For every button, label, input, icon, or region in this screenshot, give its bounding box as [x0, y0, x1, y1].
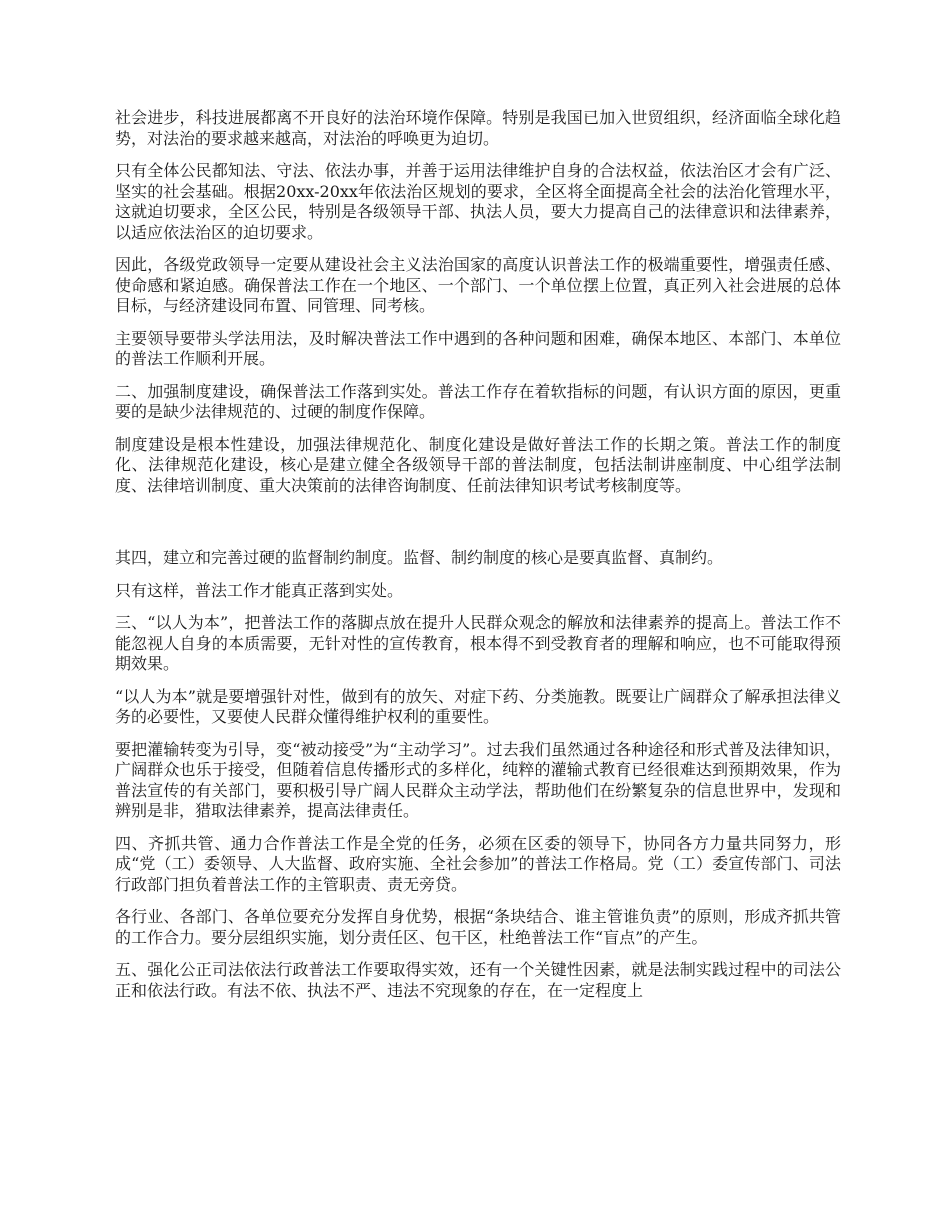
paragraph: 各行业、各部门、各单位要充分发挥自身优势，根据“条块结合、谁主管谁负责”的原则，形成齐抓共管的工作合力。要分层组织实施，划分责任区、包干区，杜绝普法工作“盲点”的产生。	[115, 907, 841, 947]
document-body	[115, 108, 841, 1013]
paragraph: 三、“以人为本”，把普法工作的落脚点放在提升人民群众观念的解放和法律素养的提高上。普法工作不能忽视人自身的本质需要，无针对性的宣传教育，根本得不到受教育者的理解和响应，也不可能取得预期效果。	[115, 613, 841, 673]
paragraph: 主要领导要带头学法用法，及时解决普法工作中遇到的各种问题和困难，确保本地区、本部门、本单位的普法工作顺利开展。	[115, 328, 841, 368]
paragraph: 五、强化公正司法依法行政普法工作要取得实效，还有一个关键性因素，就是法制实践过程中的司法公正和依法行政。有法不依、执法不严、违法不究现象的存在，在一定程度上	[115, 960, 841, 1000]
paragraph: 其四，建立和完善过硬的监督制约制度。监督、制约制度的核心是要真监督、真制约。	[115, 548, 724, 567]
paragraph: 社会进步，科技进展都离不开良好的法治环境作保障。特别是我国已加入世贸组织，经济面临全球化趋势，对法治的要求越来越高，对法治的呼唤更为迫切。	[115, 108, 841, 148]
paragraph: “以人为本”就是要增强针对性，做到有的放矢、对症下药、分类施教。既要让广阔群众了解承担法律义务的必要性，又要使人民群众懂得维护权利的重要性。	[115, 686, 841, 726]
section-gap	[115, 508, 841, 548]
paragraph: 二、加强制度建设，确保普法工作落到实处。普法工作存在着软指标的问题，有认识方面的原因，更重要的是缺少法律规范的、过硬的制度作保障。	[115, 381, 841, 421]
paragraph: 只有全体公民都知法、守法、依法办事，并善于运用法律维护自身的合法权益，依法治区才会有广泛、坚实的社会基础。根据20xx-20xx年依法治区规划的要求，全区将全面提高全社会的法治化管理水平，这就迫切要求，全区公民，特别是各级领导干部、执法人员，要大力提高自己的法律意识和法律素养，以适应依法治区的迫切要求。	[115, 161, 841, 242]
paragraph: 四、齐抓共管、通力合作普法工作是全党的任务，必须在区委的领导下，协同各方力量共同努力，形成“党（工）委领导、人大监督、政府实施、全社会参加”的普法工作格局。党（工）委宣传部门、司法行政部门担负着普法工作的主管职责、责无旁贷。	[115, 833, 841, 894]
paragraph: 制度建设是根本性建设，加强法律规范化、制度化建设是做好普法工作的长期之策。普法工作的制度化、法律规范化建设，核心是建立健全各级领导干部的普法制度，包括法制讲座制度、中心组学法制度、法律培训制度、重大决策前的法律咨询制度、任前法律知识考试考核制度等。	[115, 434, 841, 495]
paragraph: 因此，各级党政领导一定要从建设社会主义法治国家的高度认识普法工作的极端重要性，增强责任感、使命感和紧迫感。确保普法工作在一个地区、一个部门、一个单位摆上位置，真正列入社会进展的总体目标，与经济建设同布置、同管理、同考核。	[115, 255, 841, 315]
paragraph: 只有这样，普法工作才能真正落到实处。	[115, 580, 404, 600]
paragraph: 要把灌输转变为引导，变“被动接受”为“主动学习”。过去我们虽然通过各种途径和形式普及法律知识，广阔群众也乐于接受，但随着信息传播形式的多样化，纯粹的灌输式教育已经很难达到预期效果，作为普法宣传的有关部门，要积极引导广阔人民群众主动学法，帮助他们在纷繁复杂的信息世界中，发现和辨别是非，猎取法律素养，提高法律责任。	[115, 739, 841, 820]
